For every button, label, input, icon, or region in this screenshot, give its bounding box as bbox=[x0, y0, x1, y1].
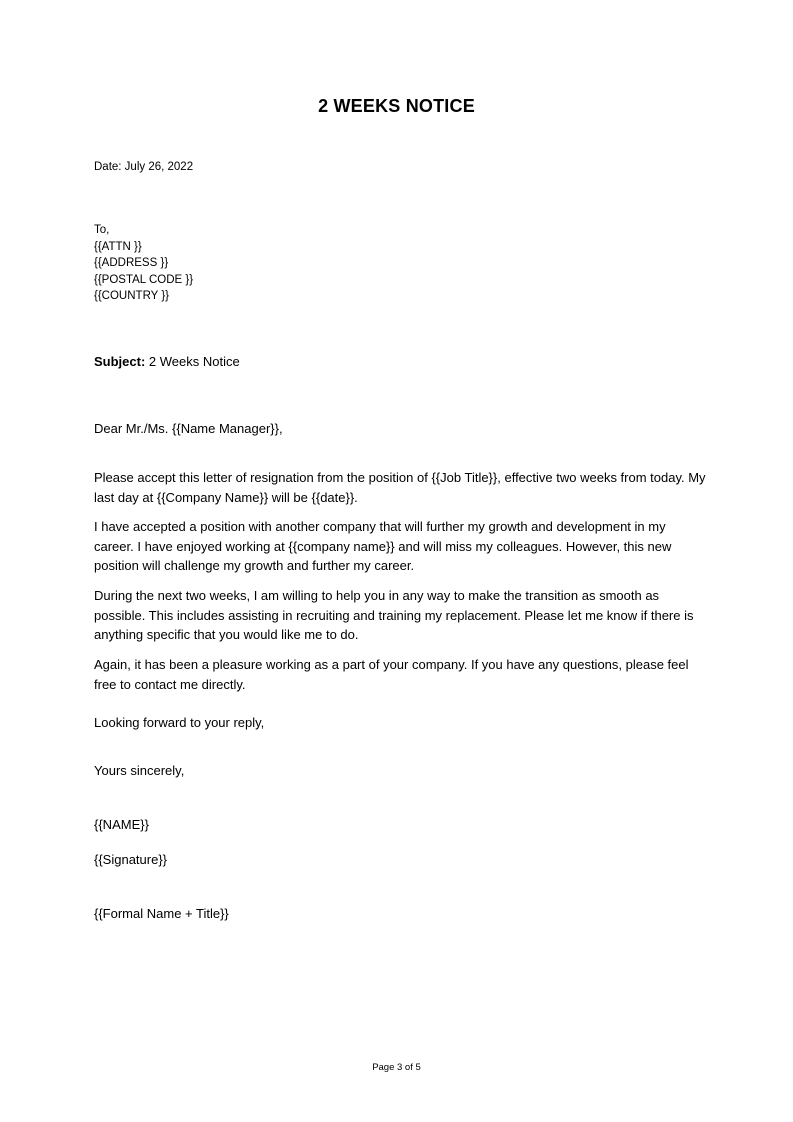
formal-name-placeholder: {{Formal Name + Title}} bbox=[94, 906, 229, 921]
name-placeholder: {{NAME}} bbox=[94, 817, 149, 832]
closing-line: Looking forward to your reply, bbox=[94, 715, 265, 730]
recipient-address bbox=[94, 222, 193, 305]
address-postal-code: {{POSTAL CODE }} bbox=[94, 273, 194, 286]
address-country: {{COUNTRY }} bbox=[94, 290, 170, 302]
paragraph-transition: During the next two weeks, I am willing to help you in any way to make the transition as smooth as possible. This includes assisting in recruiting and training my replacement. Please let me know if there is anything specific that you would like me to do. bbox=[94, 588, 694, 642]
address-attn: {{ATTN }} bbox=[94, 240, 142, 253]
page-number-footer: Page 3 of 5 bbox=[372, 1062, 421, 1073]
page-title: 2 WEEKS NOTICE bbox=[318, 96, 475, 116]
paragraph-new-position: I have accepted a position with another company that will further my growth and development in my career. I have enjoyed working at {{company name}} and will miss my colleagues. However, this new position will challenge my growth and further my career. bbox=[94, 519, 672, 573]
address-to: To, bbox=[94, 224, 110, 236]
signature-placeholder: {{Signature}} bbox=[94, 852, 168, 867]
sign-off: Yours sincerely, bbox=[94, 763, 185, 778]
letter-date: Date: July 26, 2022 bbox=[94, 161, 194, 173]
subject-label: Subject: bbox=[94, 354, 146, 369]
address-street: {{ADDRESS }} bbox=[94, 257, 169, 269]
greeting: Dear Mr./Ms. {{Name Manager}}, bbox=[94, 421, 283, 436]
subject-value: 2 Weeks Notice bbox=[145, 354, 240, 369]
paragraph-gratitude: Again, it has been a pleasure working as a part of your company. If you have any questions, please feel free to contact me directly. bbox=[94, 657, 689, 692]
paragraph-resignation: Please accept this letter of resignation from the position of {{Job Title}}, effective two weeks from today. My last day at {{Company Name}} will be {{date}}. bbox=[94, 470, 706, 505]
subject-line bbox=[94, 352, 240, 372]
